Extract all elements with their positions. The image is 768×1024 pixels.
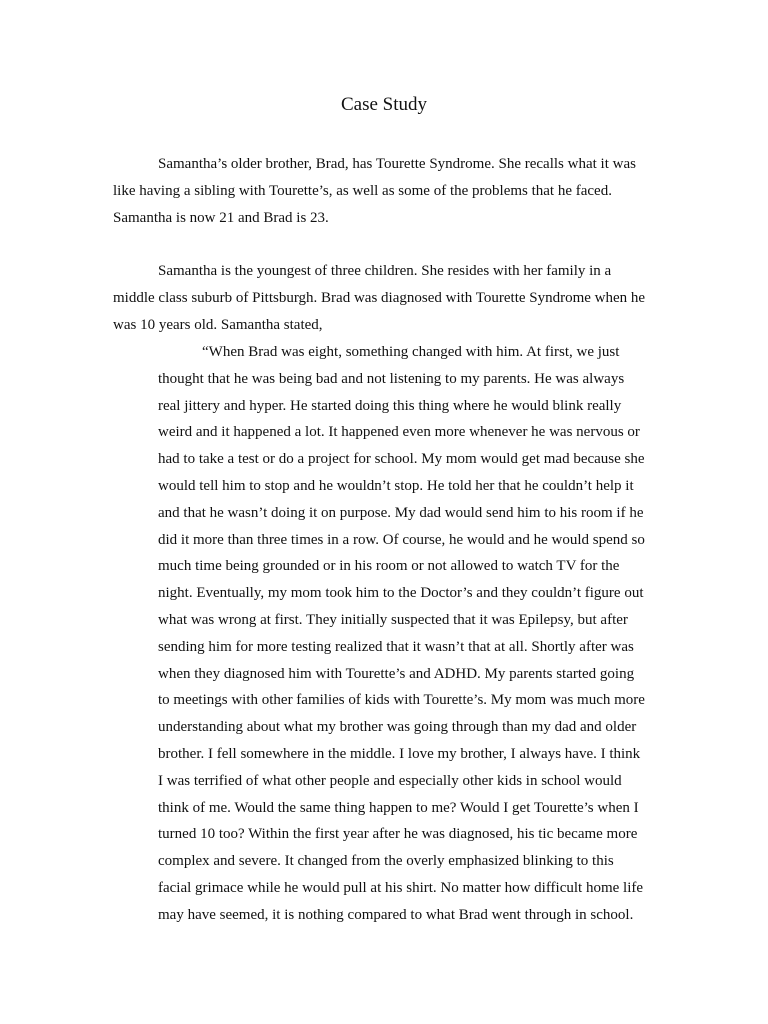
quote-line: may have seemed, it is nothing compared to what Brad went through in school. [158, 906, 634, 923]
quote-line: what was wrong at first. They initially suspected that it was Epilepsy, but after [158, 611, 628, 628]
quote-line: thought that he was being bad and not listening to my parents. He was always [158, 370, 625, 387]
quote-line: facial grimace while he would pull at his shirt. No matter how difficult home life [158, 879, 644, 896]
block-quote [158, 339, 658, 929]
quote-line: complex and severe. It changed from the overly emphasized blinking to this [158, 853, 614, 870]
quote-line: and that he wasn’t doing it on purpose. My dad would send him to his room if he [158, 504, 644, 521]
quote-line: real jittery and hyper. He started doing this thing where he would blink really [158, 397, 622, 414]
paragraph-background [113, 258, 658, 339]
quote-line: “When Brad was eight, something changed with him. At first, we just [202, 344, 620, 360]
quote-line: understanding about what my brother was going through than my dad and older [158, 719, 637, 736]
paragraph-line: Samantha is the youngest of three children. She resides with her family in a [158, 263, 612, 279]
paragraph-line: Samantha’s older brother, Brad, has Tourette Syndrome. She recalls what it was [158, 156, 636, 172]
paragraph-line: like having a sibling with Tourette’s, as well as some of the problems that he faced. [113, 182, 612, 199]
quote-line: did it more than three times in a row. Of course, he would and he would spend so [158, 531, 645, 548]
quote-line: had to take a test or do a project for school. My mom would get mad because she [158, 451, 645, 468]
quote-line: night. Eventually, my mom took him to the Doctor’s and they couldn’t figure out [158, 585, 644, 602]
quote-line: would tell him to stop and he wouldn’t stop. He told her that he couldn’t help it [158, 477, 634, 494]
quote-line: to meetings with other families of kids with Tourette’s. My mom was much more [158, 692, 645, 709]
paragraph-line: middle class suburb of Pittsburgh. Brad was diagnosed with Tourette Syndrome when he [113, 289, 646, 306]
document-title: Case Study [340, 94, 428, 115]
quote-line: sending him for more testing realized that it wasn’t that at all. Shortly after was [158, 638, 634, 655]
quote-line: turned 10 too? Within the first year after he was diagnosed, his tic became more [158, 826, 638, 843]
paragraph-line: was 10 years old. Samantha stated, [113, 316, 323, 333]
paragraph-line: Samantha is now 21 and Brad is 23. [113, 209, 329, 226]
quote-line: brother. I fell somewhere in the middle. I love my brother, I always have. I think [158, 745, 641, 762]
quote-line: when they diagnosed him with Tourette’s and ADHD. My parents started going [158, 665, 635, 682]
quote-line: weird and it happened a lot. It happened even more whenever he was nervous or [158, 424, 640, 441]
paragraph-intro [113, 151, 658, 232]
quote-line: think of me. Would the same thing happen to me? Would I get Tourette’s when I [158, 799, 639, 816]
quote-line: much time being grounded or in his room or not allowed to watch TV for the [158, 558, 620, 575]
quote-line: I was terrified of what other people and especially other kids in school would [158, 772, 622, 789]
